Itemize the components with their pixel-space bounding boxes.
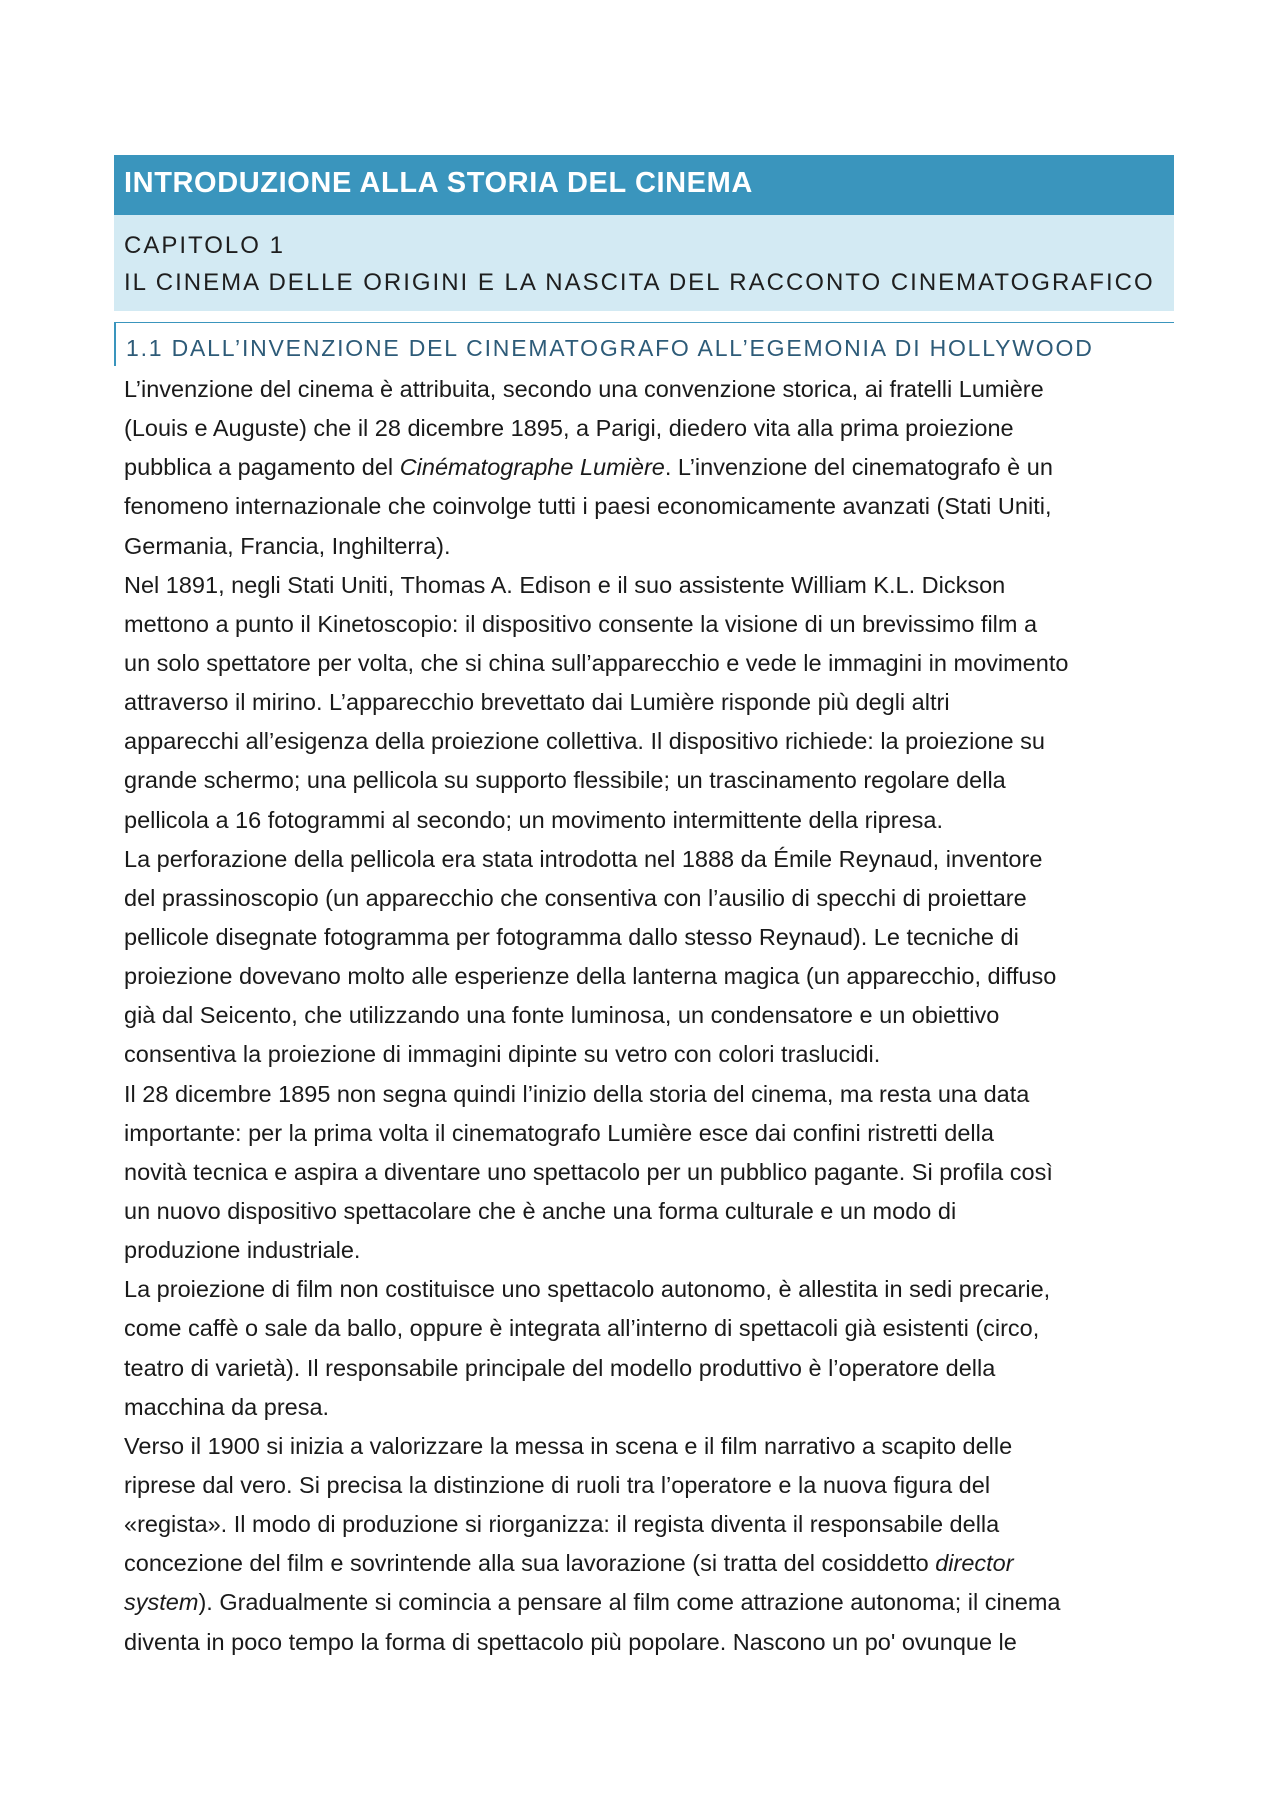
body-line: pellicole disegnate fotogramma per fotogramma dallo stesso Reynaud). Le tecniche di — [124, 923, 1019, 950]
body-line: riprese dal vero. Si precisa la distinzione di ruoli tra l’operatore e la nuova figura del — [124, 1471, 991, 1498]
body-line-text: concezione del film e sovrintende alla sua lavorazione (si tratta del cosiddetto — [124, 1550, 936, 1577]
body-line: «regista». Il modo di produzione si riorganizza: il regista diventa il responsabile della — [124, 1511, 1000, 1538]
body-line: macchina da presa. — [124, 1393, 330, 1420]
body-line — [124, 1583, 1174, 1622]
body-line — [124, 1544, 1174, 1583]
body-line: già dal Seicento, che utilizzando una fonte luminosa, un condensatore e un obiettivo — [124, 1002, 1000, 1029]
body-line: (Louis e Auguste) che il 28 dicembre 1895, a Parigi, diedero vita alla prima proiezione — [124, 415, 1014, 442]
body-line: apparecchi all’esigenza della proiezione collettiva. Il dispositivo richiede: la proiezione su — [124, 728, 1045, 755]
body-line: consentiva la proiezione di immagini dipinte su vetro con colori traslucidi. — [124, 1041, 881, 1068]
body-line — [124, 448, 1174, 487]
italic-term: system — [124, 1589, 199, 1616]
body-line: diventa in poco tempo la forma di spettacolo più popolare. Nascono un po' ovunque le — [124, 1628, 1017, 1655]
body-line: L’invenzione del cinema è attribuita, secondo una convenzione storica, ai fratelli Lumière — [124, 376, 1044, 402]
body-line: novità tecnica e aspira a diventare uno spettacolo per un pubblico pagante. Si profila così — [124, 1158, 1053, 1185]
document-title: INTRODUZIONE ALLA STORIA DEL CINEMA — [124, 167, 753, 199]
italic-term: director — [935, 1550, 1014, 1577]
body-line: pellicola a 16 fotogrammi al secondo; un movimento intermittente della ripresa. — [124, 806, 944, 833]
body-line: un nuovo dispositivo spettacolare che è anche una forma culturale e un modo di — [124, 1197, 957, 1224]
section-heading-text: 1.1 DALL’INVENZIONE DEL CINEMATOGRAFO ALL’EGEMONIA DI HOLLYWOOD — [126, 335, 1094, 361]
chapter-box — [114, 215, 1174, 311]
body-line-text: ). Gradualmente si comincia a pensare al film come attrazione autonoma; il cinema — [198, 1589, 1061, 1616]
body-line: un solo spettatore per volta, che si china sull’apparecchio e vede le immagini in movimento — [124, 649, 1069, 676]
title-bar — [114, 155, 1174, 215]
body-line-text: . L’invenzione del cinematografo è un — [664, 454, 1053, 481]
body-text — [124, 370, 1174, 1662]
chapter-number: CAPITOLO 1 — [124, 232, 285, 259]
body-line-text: pubblica a pagamento del — [124, 454, 400, 481]
chapter-title: IL CINEMA DELLE ORIGINI E LA NASCITA DEL RACCONTO CINEMATOGRAFICO — [124, 269, 1155, 296]
body-line: La proiezione di film non costituisce uno spettacolo autonomo, è allestita in sedi precarie, — [124, 1276, 1051, 1303]
italic-term: Cinématographe Lumière — [399, 454, 665, 481]
body-line: teatro di varietà). Il responsabile principale del modello produttivo è l’operatore della — [124, 1354, 996, 1381]
body-line: Germania, Francia, Inghilterra). — [124, 532, 451, 559]
body-line: mettono a punto il Kinetoscopio: il dispositivo consente la visione di un brevissimo film a — [124, 610, 1038, 637]
body-line: attraverso il mirino. L’apparecchio brevettato dai Lumière risponde più degli altri — [124, 689, 950, 716]
body-line: produzione industriale. — [124, 1237, 361, 1264]
body-line: La perforazione della pellicola era stata introdotta nel 1888 da Émile Reynaud, inventore — [124, 845, 1043, 872]
body-line: importante: per la prima volta il cinematografo Lumière esce dai confini ristretti della — [124, 1119, 994, 1146]
body-line: Verso il 1900 si inizia a valorizzare la messa in scena e il film narrativo a scapito delle — [124, 1432, 1013, 1459]
body-line: grande schermo; una pellicola su supporto flessibile; un trascinamento regolare della — [124, 767, 1006, 794]
body-line: del prassinoscopio (un apparecchio che consentiva con l’ausilio di specchi di proiettare — [124, 884, 1027, 911]
body-line: come caffè o sale da ballo, oppure è integrata all’interno di spettacoli già esistenti (circo, — [124, 1315, 1040, 1342]
body-line: Il 28 dicembre 1895 non segna quindi l’inizio della storia del cinema, ma resta una data — [124, 1080, 1030, 1107]
body-line: fenomeno internazionale che coinvolge tutti i paesi economicamente avanzati (Stati Uniti, — [124, 493, 1052, 520]
section-heading — [114, 322, 1174, 366]
body-line: Nel 1891, negli Stati Uniti, Thomas A. Edison e il suo assistente William K.L. Dickson — [124, 571, 1006, 598]
body-line: proiezione dovevano molto alle esperienze della lanterna magica (un apparecchio, diffuso — [124, 963, 1057, 990]
